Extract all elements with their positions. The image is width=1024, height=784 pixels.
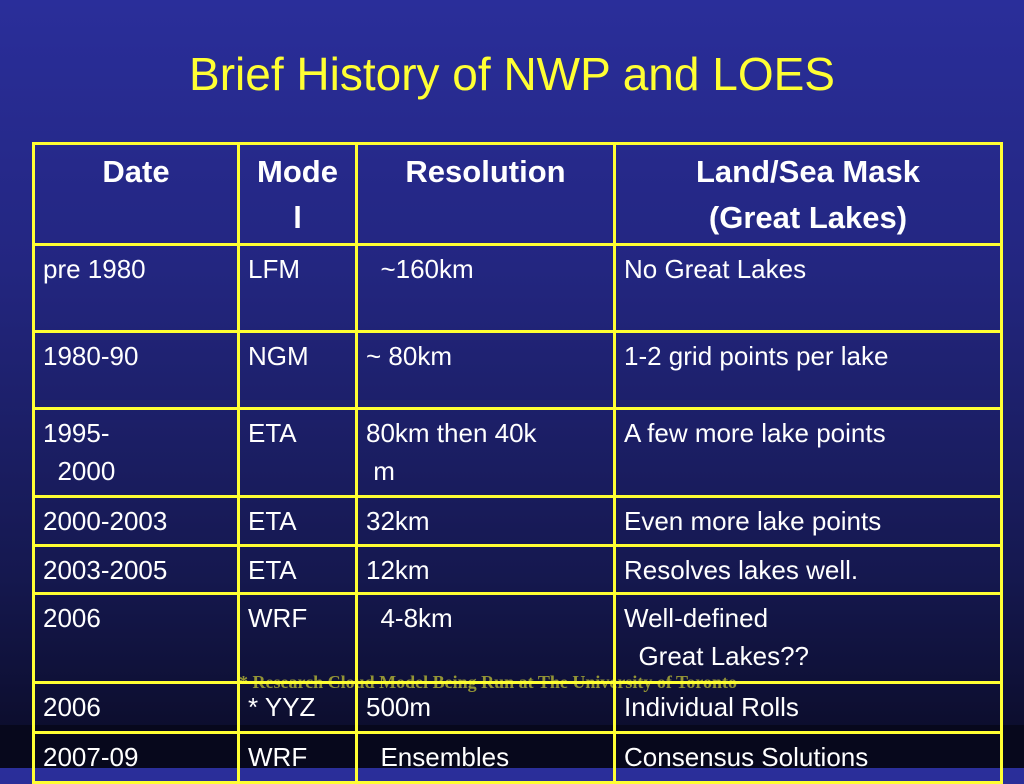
cell-mask: Well-defined Great Lakes??: [615, 594, 1002, 683]
table-row: [34, 332, 1002, 409]
cell-resolution: 4-8km: [357, 594, 615, 683]
footnote: * Research Cloud Model Being Run at The University of Toronto: [238, 672, 738, 692]
cell-date: 1995- 2000: [34, 409, 239, 497]
slide-title: Brief History of NWP and LOES: [189, 48, 835, 100]
cell-date: 2003-2005: [34, 546, 239, 594]
cell-mask: Consensus Solutions: [615, 733, 1002, 783]
cell-model: ETA: [239, 546, 357, 594]
cell-date: 2006: [34, 594, 239, 683]
table-row: [34, 245, 1002, 332]
cell-model: * YYZ: [239, 683, 357, 733]
table-row: [34, 733, 1002, 783]
header-model: Mode l: [239, 144, 357, 245]
cell-model: NGM: [239, 332, 357, 409]
cell-mask: A few more lake points: [615, 409, 1002, 497]
header-land-sea-mask: Land/Sea Mask (Great Lakes): [615, 144, 1002, 245]
table-row: [34, 409, 1002, 497]
cell-resolution: 500m: [357, 683, 615, 733]
cell-date: 1980-90: [34, 332, 239, 409]
table-row: [34, 546, 1002, 594]
cell-mask: No Great Lakes: [615, 245, 1002, 332]
cell-model: ETA: [239, 497, 357, 546]
cell-date: 2000-2003: [34, 497, 239, 546]
cell-mask: Individual Rolls: [615, 683, 1002, 733]
cell-resolution: ~160km: [357, 245, 615, 332]
cell-resolution: 32km: [357, 497, 615, 546]
cell-model: LFM: [239, 245, 357, 332]
header-date: Date: [34, 144, 239, 245]
header-row: [34, 144, 1002, 245]
cell-model: WRF: [239, 594, 357, 683]
cell-resolution: 80km then 40k m: [357, 409, 615, 497]
cell-mask: Even more lake points: [615, 497, 1002, 546]
cell-date: pre 1980: [34, 245, 239, 332]
cell-model: WRF: [239, 733, 357, 783]
table-row: [34, 497, 1002, 546]
cell-resolution: 12km: [357, 546, 615, 594]
cell-resolution: ~ 80km: [357, 332, 615, 409]
cell-mask: Resolves lakes well.: [615, 546, 1002, 594]
cell-mask: 1-2 grid points per lake: [615, 332, 1002, 409]
cell-date: 2006: [34, 683, 239, 733]
cell-resolution: Ensembles: [357, 733, 615, 783]
cell-date: 2007-09: [34, 733, 239, 783]
cell-model: ETA: [239, 409, 357, 497]
header-resolution: Resolution: [357, 144, 615, 245]
